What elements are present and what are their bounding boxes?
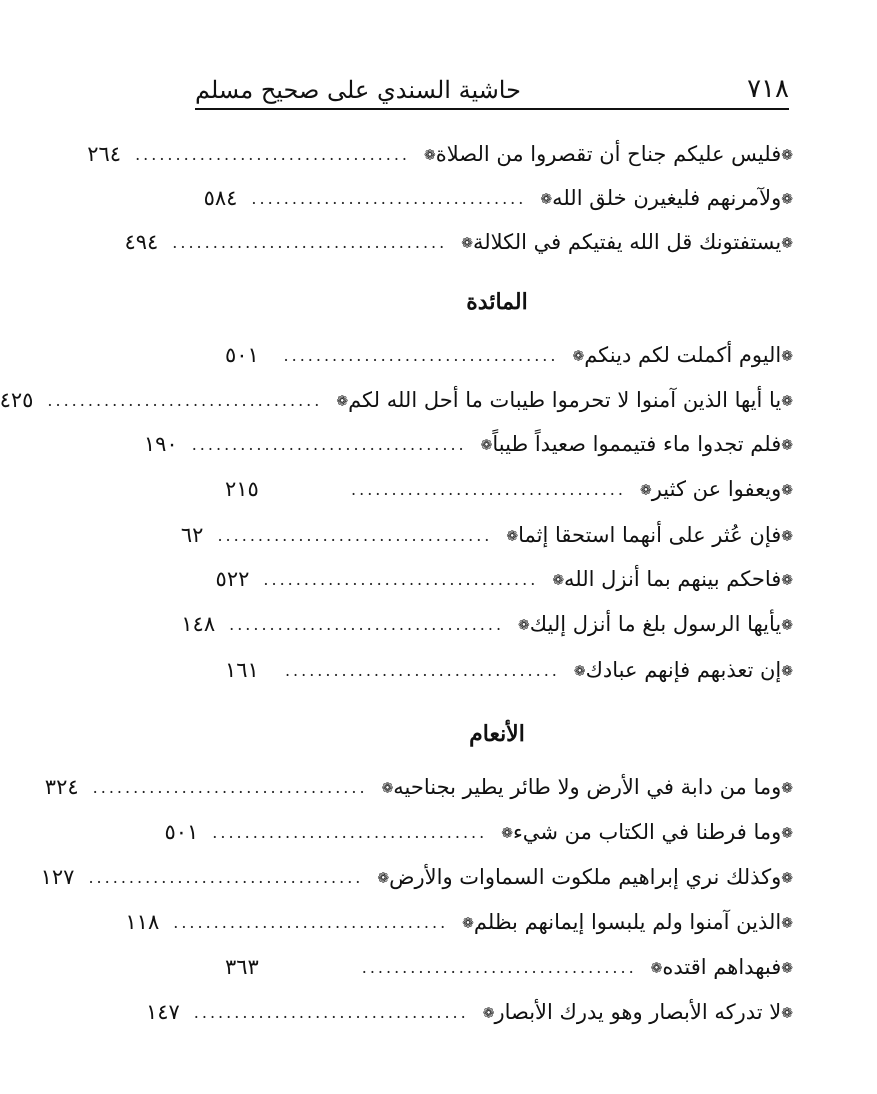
ornament-open-icon: ❁ <box>781 663 793 680</box>
ornament-close-icon: ❁ <box>482 1005 495 1022</box>
ornament-close-icon: ❁ <box>501 825 513 842</box>
ornament-close-icon: ❁ <box>506 528 519 545</box>
verse-text: فليس عليكم جناح أن تقصروا من الصلاة <box>435 142 782 166</box>
dot-leader: .................................. <box>88 867 364 887</box>
page-reference: ٢١٥ <box>225 477 259 501</box>
index-entry <box>143 424 793 464</box>
verse-quote <box>481 432 793 456</box>
index-entry <box>145 992 793 1032</box>
verse-quote <box>552 567 793 591</box>
page-reference: ٦٢ <box>180 523 204 547</box>
ornament-open-icon: ❁ <box>781 393 793 410</box>
ornament-open-icon: ❁ <box>781 528 793 545</box>
verse-quote <box>518 612 793 636</box>
index-entry <box>164 812 793 852</box>
index-entry <box>225 469 793 509</box>
ornament-open-icon: ❁ <box>781 825 793 842</box>
page-reference: ٣٦٣ <box>225 955 259 979</box>
verse-quote <box>640 477 793 501</box>
ornament-open-icon: ❁ <box>781 617 793 634</box>
ornament-close-icon: ❁ <box>639 482 652 499</box>
ornament-open-icon: ❁ <box>781 572 793 589</box>
verse-quote <box>382 775 793 799</box>
ornament-open-icon: ❁ <box>781 482 793 499</box>
verse-quote <box>540 186 793 210</box>
page-reference: ٣٢٤ <box>44 775 79 799</box>
index-entry <box>0 380 793 420</box>
verse-text: فاحكم بينهم بما أنزل الله <box>564 567 782 591</box>
dot-leader: .................................. <box>284 660 560 680</box>
verse-text: وما فرطنا في الكتاب من شيء <box>512 820 782 844</box>
dot-leader: .................................. <box>47 390 323 410</box>
ornament-close-icon: ❁ <box>540 191 553 208</box>
ornament-close-icon: ❁ <box>377 870 390 887</box>
ornament-close-icon: ❁ <box>518 617 530 634</box>
index-entry <box>225 947 793 987</box>
ornament-close-icon: ❁ <box>462 915 474 932</box>
verse-quote <box>483 1000 793 1024</box>
verse-text: اليوم أكملت لكم دينكم <box>584 343 782 367</box>
page-reference: ٥٠١ <box>164 820 199 844</box>
index-entry <box>180 515 793 555</box>
verse-quote <box>651 955 793 979</box>
verse-text: وما من دابة في الأرض ولا طائر يطير بجناحيه <box>393 775 782 799</box>
verse-text: ولآمرنهم فليغيرن خلق الله <box>552 186 782 210</box>
verse-text: يستفتونك قل الله يفتيكم في الكلالة <box>472 230 782 254</box>
page-reference: ٤٩٤ <box>124 230 159 254</box>
index-entry <box>225 335 793 375</box>
index-entry <box>44 767 793 807</box>
page-reference: ٥٢٢ <box>215 567 250 591</box>
ornament-open-icon: ❁ <box>781 780 793 797</box>
index-entry <box>87 134 793 174</box>
section-heading: الأنعام <box>469 721 525 747</box>
ornament-close-icon: ❁ <box>461 235 473 252</box>
verse-text: لا تدركه الأبصار وهو يدرك الأبصار <box>494 1000 782 1024</box>
dot-leader: .................................. <box>193 1002 469 1022</box>
ornament-open-icon: ❁ <box>781 960 793 977</box>
verse-quote <box>501 820 793 844</box>
page-reference: ١١٨ <box>125 910 160 934</box>
index-entry <box>40 857 793 897</box>
ornament-close-icon: ❁ <box>552 572 565 589</box>
dot-leader: .................................. <box>351 479 626 499</box>
page-number: ٧١٨ <box>747 74 789 104</box>
page-reference: ٥٠١ <box>225 343 259 367</box>
dot-leader: .................................. <box>172 232 448 252</box>
verse-text: يا أيها الذين آمنوا لا تحرموا طيبات ما أحل الله لكم <box>348 388 782 412</box>
ornament-close-icon: ❁ <box>573 663 586 680</box>
dot-leader: .................................. <box>92 777 368 797</box>
verse-quote <box>462 910 793 934</box>
index-entry <box>181 604 793 644</box>
ornament-close-icon: ❁ <box>480 437 493 454</box>
dot-leader: .................................. <box>135 144 410 164</box>
verse-quote <box>377 865 793 889</box>
dot-leader: .................................. <box>263 569 539 589</box>
ornament-open-icon: ❁ <box>781 437 793 454</box>
ornament-open-icon: ❁ <box>781 147 793 164</box>
ornament-open-icon: ❁ <box>781 235 793 252</box>
page-reference: ٥٨٤ <box>203 186 238 210</box>
ornament-close-icon: ❁ <box>650 960 663 977</box>
dot-leader: .................................. <box>191 434 467 454</box>
ornament-close-icon: ❁ <box>572 348 585 365</box>
page-reference: ١٤٨ <box>181 612 216 636</box>
dot-leader: .................................. <box>251 188 527 208</box>
verse-text: فلم تجدوا ماء فتيمموا صعيداً طيباً <box>492 432 782 456</box>
verse-quote <box>572 343 793 367</box>
verse-quote <box>506 523 793 547</box>
verse-quote <box>336 388 793 412</box>
dot-leader: .................................. <box>217 525 493 545</box>
page-reference: ١٢٧ <box>40 865 75 889</box>
ornament-open-icon: ❁ <box>781 915 793 932</box>
page-reference: ٢٦٤ <box>87 142 122 166</box>
ornament-close-icon: ❁ <box>424 147 436 164</box>
verse-text: فبهداهم اقتده <box>662 955 782 979</box>
index-entry <box>203 178 793 218</box>
dot-leader: .................................. <box>361 957 637 977</box>
page-reference: ١٩٠ <box>143 432 178 456</box>
ornament-open-icon: ❁ <box>781 348 793 365</box>
ornament-close-icon: ❁ <box>336 393 349 410</box>
dot-leader: .................................. <box>229 614 505 634</box>
ornament-open-icon: ❁ <box>781 191 793 208</box>
verse-text: فإن عُثر على أنهما استحقا إثما <box>518 523 782 547</box>
index-entry <box>124 222 793 262</box>
verse-quote <box>574 658 793 682</box>
running-title: حاشية السندي على صحيح مسلم <box>195 76 521 104</box>
page-reference: ٤٢٥ <box>0 388 34 412</box>
dot-leader: .................................. <box>283 345 559 365</box>
ornament-close-icon: ❁ <box>381 780 394 797</box>
ornament-open-icon: ❁ <box>781 1005 793 1022</box>
dot-leader: .................................. <box>212 822 488 842</box>
section-heading: المائدة <box>466 289 528 315</box>
verse-text: ويعفوا عن كثير <box>651 477 782 501</box>
ornament-open-icon: ❁ <box>781 870 793 887</box>
verse-quote <box>461 230 793 254</box>
verse-text: الذين آمنوا ولم يلبسوا إيمانهم بظلم <box>473 910 782 934</box>
page-reference: ١٦١ <box>225 658 259 682</box>
verse-quote <box>424 142 793 166</box>
verse-text: وكذلك نري إبراهيم ملكوت السماوات والأرض <box>389 865 782 889</box>
dot-leader: .................................. <box>173 912 449 932</box>
verse-text: إن تعذبهم فإنهم عبادك <box>585 658 782 682</box>
page-reference: ١٤٧ <box>145 1000 180 1024</box>
page-header <box>195 66 789 110</box>
index-entry <box>125 902 793 942</box>
index-entry <box>225 650 793 690</box>
index-entry <box>215 559 793 599</box>
verse-text: يأيها الرسول بلغ ما أنزل إليك <box>529 612 782 636</box>
